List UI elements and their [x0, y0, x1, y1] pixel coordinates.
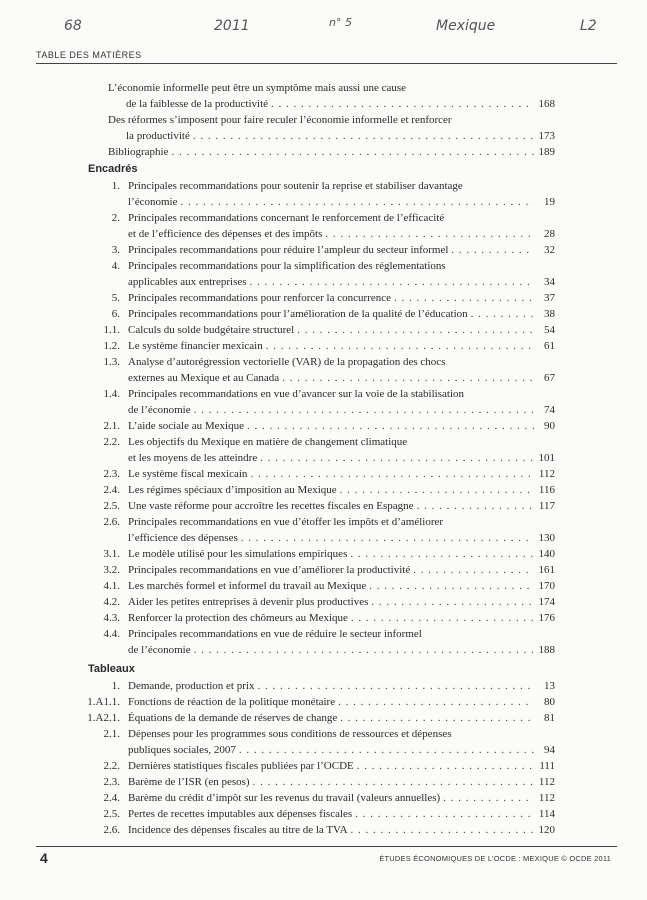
dot-leader — [297, 322, 534, 338]
toc-entry-title: Les objectifs du Mexique en matière de changement climatique — [128, 436, 408, 448]
toc-entry-number: 2. — [111, 212, 120, 224]
toc-entry-number: 2.1. — [103, 728, 120, 740]
dot-leader — [239, 742, 534, 758]
toc-entry — [0, 626, 647, 658]
toc-entry — [0, 498, 647, 514]
toc-entry-title: Demande, production et prix — [128, 680, 255, 692]
toc-entry-page: 37 — [544, 292, 555, 304]
toc-entry-title: Calculs du solde budgétaire structurel — [128, 324, 295, 336]
toc-entry-page: 54 — [544, 324, 555, 336]
toc-entry — [0, 562, 647, 578]
toc-entry-number: 2.4. — [103, 484, 120, 496]
dot-leader — [338, 694, 534, 710]
toc-entry-page: 112 — [538, 468, 555, 480]
toc-entry-title: Principales recommandations pour renforcer la concurrence — [128, 292, 391, 304]
toc-entry — [0, 694, 647, 710]
dot-leader — [350, 546, 534, 562]
toc-entry-page: 13 — [544, 680, 555, 692]
toc-entry-title: Dernières statistiques fiscales publiées par l’OCDE — [128, 760, 354, 772]
toc-entry-page: 117 — [538, 500, 555, 512]
dot-leader — [271, 96, 534, 112]
toc-entry — [0, 210, 647, 242]
toc-entry-title: Principales recommandations en vue de réduire le secteur informel — [128, 628, 422, 640]
handwritten-note-4: Mexique — [436, 18, 496, 34]
toc-entry-page: 140 — [538, 548, 555, 560]
toc-entry-page: 112 — [538, 776, 555, 788]
dot-leader — [351, 822, 534, 838]
dot-leader — [266, 338, 534, 354]
toc-entry — [0, 112, 647, 144]
toc-entry — [0, 144, 647, 160]
toc-entry-number: 4. — [111, 260, 120, 272]
toc-entry-title: la productivité — [126, 130, 190, 142]
dot-leader — [250, 466, 534, 482]
toc-entry-title: Principales recommandations pour réduire l’ampleur du secteur informel — [128, 244, 449, 256]
toc-entry-title: applicables aux entreprises — [128, 276, 247, 288]
toc-entry-page: 28 — [544, 228, 555, 240]
toc-entry-number: 3.2. — [103, 564, 120, 576]
toc-entry-title: externes au Mexique et au Canada — [128, 372, 280, 384]
toc-entry-title: de l’économie — [128, 404, 191, 416]
toc-entry-number: 3.1. — [103, 548, 120, 560]
toc-entry — [0, 178, 647, 210]
toc-entry-page: 94 — [544, 744, 555, 756]
dot-leader — [340, 482, 534, 498]
toc-entry — [0, 242, 647, 258]
toc-entry — [0, 822, 647, 838]
toc-entry-number: 2.5. — [103, 808, 120, 820]
toc-entry — [0, 578, 647, 594]
toc-entry — [0, 80, 647, 112]
toc-entry-title: Les marchés formel et informel du travail au Mexique — [128, 580, 367, 592]
toc-entry-page: 112 — [538, 792, 555, 804]
toc-entry-page: 176 — [538, 612, 555, 624]
toc-entry-number: 2.2. — [103, 436, 120, 448]
footer-rule — [36, 846, 617, 847]
toc-entry-page: 111 — [539, 760, 555, 772]
toc-entry-title: et les moyens de les atteindre — [128, 452, 258, 464]
toc-entry-number: 2.3. — [103, 468, 120, 480]
dot-leader — [247, 418, 534, 434]
toc-entry-number: 4.3. — [103, 612, 120, 624]
toc-entry-page: 67 — [544, 372, 555, 384]
toc-entry-number: 4.2. — [103, 596, 120, 608]
toc-entry-page: 174 — [538, 596, 555, 608]
toc-entry — [0, 726, 647, 758]
page-number: 4 — [40, 850, 48, 866]
toc-entry-page: 189 — [538, 146, 555, 158]
toc-entry — [0, 434, 647, 466]
toc-entry — [0, 306, 647, 322]
toc-entry — [0, 546, 647, 562]
dot-leader — [371, 594, 534, 610]
toc-entry-title: et de l’efficience des dépenses et des impôts — [128, 228, 323, 240]
toc-entry-number: 6. — [111, 308, 120, 320]
toc-entry-title: Principales recommandations en vue d’améliorer la productivité — [128, 564, 411, 576]
toc-entry-title: Principales recommandations pour l’amélioration de la qualité de l’éducation — [128, 308, 468, 320]
footer-copyright: ÉTUDES ÉCONOMIQUES DE L’OCDE : MEXIQUE © OCDE 2011 — [379, 854, 611, 863]
toc-entry — [0, 322, 647, 338]
toc-entry-number: 1.3. — [103, 356, 120, 368]
toc-entry-number: 3. — [111, 244, 120, 256]
toc-entry-title: Renforcer la protection des chômeurs au Mexique — [128, 612, 348, 624]
toc-entry — [0, 710, 647, 726]
toc-entry-title: Le système fiscal mexicain — [128, 468, 248, 480]
toc-entry-title: publiques sociales, 2007 — [128, 744, 236, 756]
toc-entry-page: 188 — [538, 644, 555, 656]
toc-entry — [0, 758, 647, 774]
toc-entry-number: 1.1. — [103, 324, 120, 336]
toc-entry-number: 1.2. — [103, 340, 120, 352]
toc-entry — [0, 482, 647, 498]
toc-entry-page: 38 — [544, 308, 555, 320]
toc-entry — [0, 678, 647, 694]
toc-entry-title: Barème de l’ISR (en pesos) — [128, 776, 250, 788]
dot-leader — [282, 370, 534, 386]
toc-entry-title: Principales recommandations pour soutenir la reprise et stabiliser davantage — [128, 180, 463, 192]
dot-leader — [325, 226, 534, 242]
toc-entry-title: Le modèle utilisé pour les simulations empiriques — [128, 548, 348, 560]
dot-leader — [180, 194, 534, 210]
dot-leader — [355, 806, 534, 822]
toc-entry-title: L’économie informelle peut être un symptôme mais aussi une cause — [108, 82, 407, 94]
handwritten-note-3: n° 5 — [329, 16, 352, 29]
toc-entry-page: 130 — [538, 532, 555, 544]
toc-entry-number: 2.3. — [103, 776, 120, 788]
toc-entry-page: 116 — [538, 484, 555, 496]
toc-entry-number: 1.A2.1. — [87, 712, 120, 724]
toc-entry-title: Fonctions de réaction de la politique monétaire — [128, 696, 336, 708]
dot-leader — [253, 774, 534, 790]
toc-entry-page: 34 — [544, 276, 555, 288]
running-head: TABLE DES MATIÈRES — [36, 50, 142, 60]
toc-entry-title: Analyse d’autorégression vectorielle (VAR) de la propagation des chocs — [128, 356, 446, 368]
toc-entry-number: 4.1. — [103, 580, 120, 592]
toc-entry-title: Dépenses pour les programmes sous conditions de ressources et dépenses — [128, 728, 452, 740]
toc-entry-page: 120 — [538, 824, 555, 836]
toc-entry-page: 114 — [538, 808, 555, 820]
dot-leader — [172, 144, 535, 160]
toc-entry — [0, 594, 647, 610]
toc-entry-title: Équations de la demande de réserves de change — [128, 712, 338, 724]
toc-entry-page: 81 — [544, 712, 555, 724]
toc-entry-number: 1. — [111, 680, 120, 692]
dot-leader — [194, 402, 534, 418]
toc-entry-number: 2.6. — [103, 516, 120, 528]
toc-entry-title: Des réformes s’imposent pour faire reculer l’économie informelle et renforcer — [108, 114, 452, 126]
toc-entry-title: de la faiblesse de la productivité — [126, 98, 269, 110]
toc-entry-page: 168 — [538, 98, 555, 110]
toc-entry — [0, 258, 647, 290]
toc-entry-title: l’économie — [128, 196, 178, 208]
dot-leader — [241, 530, 534, 546]
toc-entry-page: 170 — [538, 580, 555, 592]
toc-entry-title: Principales recommandations concernant le renforcement de l’efficacité — [128, 212, 445, 224]
toc-entry — [0, 418, 647, 434]
toc-entry — [0, 386, 647, 418]
dot-leader — [357, 758, 534, 774]
toc-entry-title: l’efficience des dépenses — [128, 532, 238, 544]
toc-entry-number: 2.2. — [103, 760, 120, 772]
toc-entry — [0, 514, 647, 546]
dot-leader — [257, 678, 534, 694]
toc-entry-number: 1.A1.1. — [87, 696, 120, 708]
dot-leader — [369, 578, 534, 594]
toc-entry-page: 19 — [544, 196, 555, 208]
toc-entry-title: Principales recommandations pour la simplification des réglementations — [128, 260, 446, 272]
toc-entry — [0, 790, 647, 806]
toc-entry-page: 32 — [544, 244, 555, 256]
toc-entry-page: 90 — [544, 420, 555, 432]
toc-entry-title: Principales recommandations en vue d’étoffer les impôts et d’améliorer — [128, 516, 444, 528]
toc-entry-page: 101 — [538, 452, 555, 464]
toc-entry — [0, 338, 647, 354]
toc-entry-title: Principales recommandations en vue d’avancer sur la voie de la stabilisation — [128, 388, 464, 400]
toc-entry-title: Pertes de recettes imputables aux dépenses fiscales — [128, 808, 353, 820]
dot-leader — [250, 274, 534, 290]
toc-entry — [0, 354, 647, 386]
toc-entry-title: Les régimes spéciaux d’imposition au Mexique — [128, 484, 337, 496]
toc-entry-number: 2.6. — [103, 824, 120, 836]
toc-entry — [0, 806, 647, 822]
toc-entry-number: 4.4. — [103, 628, 120, 640]
toc-entry-title: Barème du crédit d’impôt sur les revenus du travail (valeurs annuelles) — [128, 792, 441, 804]
handwritten-note-5: L2 — [580, 18, 597, 34]
dot-leader — [260, 450, 534, 466]
toc-entry-title: de l’économie — [128, 644, 191, 656]
toc-entry-title: L’aide sociale au Mexique — [128, 420, 244, 432]
toc-entry-page: 74 — [544, 404, 555, 416]
toc-entry-title: Aider les petites entreprises à devenir plus productives — [128, 596, 369, 608]
toc-entry — [0, 290, 647, 306]
table-of-contents — [0, 80, 647, 838]
toc-entry-number: 2.4. — [103, 792, 120, 804]
handwritten-note-1: 68 — [64, 18, 82, 34]
toc-entry-page: 61 — [544, 340, 555, 352]
dot-leader — [351, 610, 534, 626]
dot-leader — [340, 710, 534, 726]
toc-entry — [0, 610, 647, 626]
header-rule — [36, 63, 617, 64]
toc-entry-page: 80 — [544, 696, 555, 708]
toc-entry-number: 1. — [111, 180, 120, 192]
handwritten-note-2: 2011 — [214, 18, 250, 34]
dot-leader — [194, 642, 534, 658]
dot-leader — [394, 290, 534, 306]
toc-entry-number: 1.4. — [103, 388, 120, 400]
toc-entry-number: 5. — [111, 292, 120, 304]
toc-entry-title: Une vaste réforme pour accroître les recettes fiscales en Espagne — [128, 500, 414, 512]
toc-entry — [0, 466, 647, 482]
toc-entry-page: 173 — [538, 130, 555, 142]
dot-leader — [193, 128, 534, 144]
toc-entry-title: Le système financier mexicain — [128, 340, 263, 352]
toc-entry-title: Bibliographie — [108, 146, 169, 158]
section-heading: Tableaux — [88, 663, 135, 675]
toc-entry — [0, 774, 647, 790]
toc-entry-number: 2.1. — [103, 420, 120, 432]
section-heading: Encadrés — [88, 163, 138, 175]
toc-entry-number: 2.5. — [103, 500, 120, 512]
toc-entry-page: 161 — [538, 564, 555, 576]
toc-entry-title: Incidence des dépenses fiscales au titre de la TVA — [128, 824, 348, 836]
